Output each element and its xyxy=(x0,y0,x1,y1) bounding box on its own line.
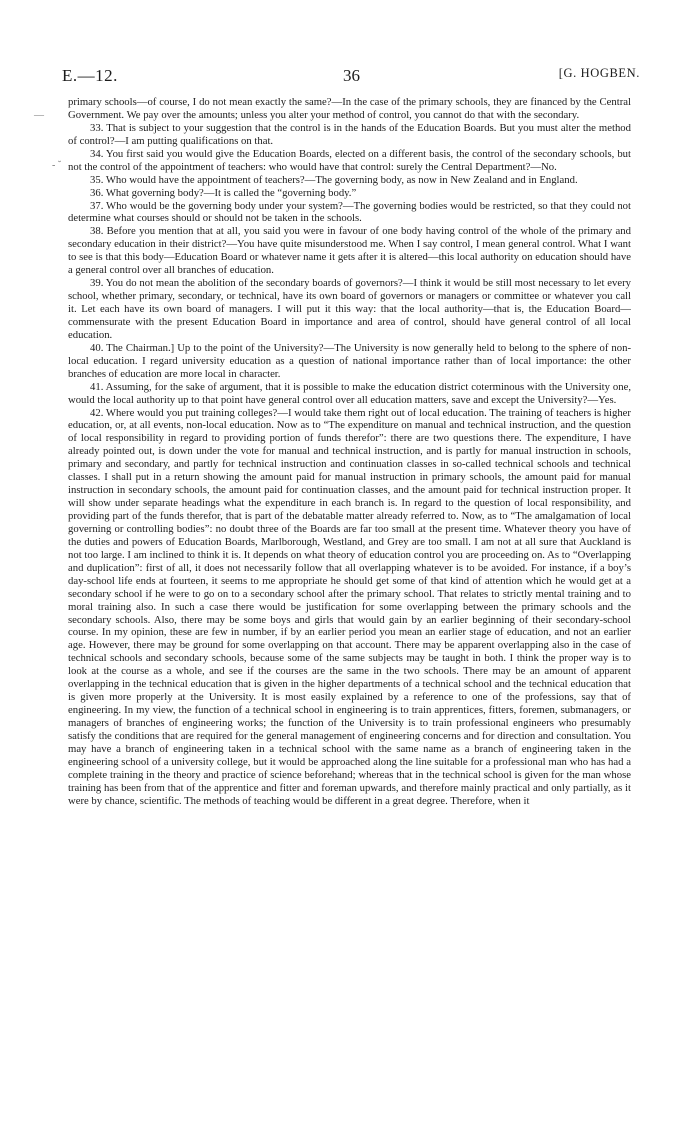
paragraph: primary schools—of course, I do not mean exactly the same?—In the case of the primary schools, they are financed by the Central Government. We pay over the amounts; unless you alter your method of control, you cannot do that with the secondary. xyxy=(68,96,631,121)
paragraph: 39. You do not mean the abolition of the secondary boards of governors?—I think it would be still most necessary to let every school, whether primary, secondary, or technical, have its own board of governors or managers or committee or whatever you call it. Let each have its own board of managers. I will put it this way: that the local authority—that is, the Education Board—commensurate with the present Education Board in importance and area of control, should have general control of all local education. xyxy=(68,277,631,341)
witness-name: [G. HOGBEN. xyxy=(558,66,640,80)
page-header xyxy=(62,66,640,88)
margin-mark: — xyxy=(34,110,44,121)
report-code: E.—12. xyxy=(62,66,118,85)
paragraph: 36. What governing body?—It is called the “governing body.” xyxy=(90,186,357,199)
paragraph: 33. That is subject to your suggestion that the control is in the hands of the Education Boards. But you must alter the method of control?—I am putting qualifications on that. xyxy=(68,121,631,147)
page-number: 36 xyxy=(343,66,360,85)
margin-mark: - ˘ xyxy=(52,160,62,171)
body-text xyxy=(68,96,631,808)
paragraph: 40. The Chairman.] Up to the point of the University?—The University is now generally held to belong to the sphere of non-local education. I regard university education as a question of national importance rather than of local importance: the other branches of education are more local in character. xyxy=(68,341,631,380)
paragraph: 42. Where would you put training colleges?—I would take them right out of local education. The training of teachers is higher education, or, at all events, non-local education. Now as to “The expenditure on manual and technical instruction, and the question of local responsibility in regard to providing portion of funds therefor”: there are two questions there. The expenditure, I have already pointed out, is down under the vote for manual and technical instruction, and is partly for manual instruction in schools, primary and secondary, and partly for technical instruction and continuation classes in so-called technical schools and technical classes. I shall put in a return showing the amount paid for manual instruction in primary schools, the amount paid for manual instruction in secondary schools, the amount paid for continuation classes, and the amount paid for technical instruction proper. It will show under separate headings what the expenditure in each branch is. In regard to the question of local responsibility, and providing part of the funds therefor, that is part of the debatable matter already referred to. Now, as to “The amalgamation of local governing or controlling bodies”: no doubt three of the Boards are far too small at the present time. Whatever theory you have of the duties and powers of Education Boards, Marlborough, Westland, and Grey are too small. I am not at all sure that Auckland is not too large. I am inclined to think it is. It depends on what theory of education control you are proceeding on. As to “Overlapping and duplication”: first of all, it does not necessarily follow that all overlapping whatever is to be avoided. For instance, if a boy’s day-school life ends at fourteen, it seems to me appropriate he should get some of that kind of attention which he would get at a secondary school if he were to go on to a secondary school after the primary school. That relates to strictly mental training and to moral training also. In such a case there would be justification for some overlapping between the primary schools and the secondary schools. Also, there may be some boys and girls that would gain by an earlier beginning of their secondary-school course. In my opinion, these are few in number, if by an earlier period you mean an earlier stage of education, and not an earlier age. However, there may be ground for some overlapping on that account. There may be apparent overlapping also in the case of technical schools and secondary schools, because some of the same subjects may be taught in both. I think the proper way is to look at the course as a whole, and see if the courses are the same in the two schools. There may be an amount of apparent overlapping in the technical education that is given in the higher departments of a technical school and the technical education that is given more properly at the University. It is most easily explained by a reference to one of the professions, say that of engineering. In my view, the function of a technical school in engineering is to train apprentices, fitters, foremen, submanagers, or managers of branches of engineering works; the function of the University is to train professional engineers who presumably satisfy the conditions that are required for the general management of engineering concerns and for direction and consultation. You may have a branch of engineering taken in a technical school with the same name as a branch of engineering taken in the engineering school of a university college, but it would be approached along the line suitable for a professional man who has had a complete training in the theory and practice of science beforehand; whereas that in the technical school is given for the man whose training has been from that of the apprentice and fitter and foreman upwards, and therefore mainly practical and only partially, as it were by chance, scientific. The methods of teaching would be different in a great degree. Therefore, when it xyxy=(68,406,631,807)
paragraph: 37. Who would be the governing body under your system?—The governing bodies would be restricted, so that they could not determine what courses should or should not be taken in the schools. xyxy=(68,199,631,225)
paragraph: 38. Before you mention that at all, you said you were in favour of one body having control of the whole of the primary and secondary education in their district?—You have quite misunderstood me. When I say control, I mean general control. What I want to see is that this body—Education Board or whatever name it gets after it is altered—this local authority on education should have a general control over all branches of education. xyxy=(68,225,631,277)
paragraph: 41. Assuming, for the sake of argument, that it is possible to make the education district coterminous with the University one, would the local authority up to that point have general control over all education matters, save and except the University?—Yes. xyxy=(68,380,631,406)
paragraph: 35. Who would have the appointment of teachers?—The governing body, as now in New Zealand and in England. xyxy=(90,173,578,186)
paragraph: 34. You first said you would give the Education Boards, elected on a different basis, the control of the secondary schools, but not the control of the appointment of teachers: who would have that control: surely the Central Department?—No. xyxy=(68,147,631,173)
